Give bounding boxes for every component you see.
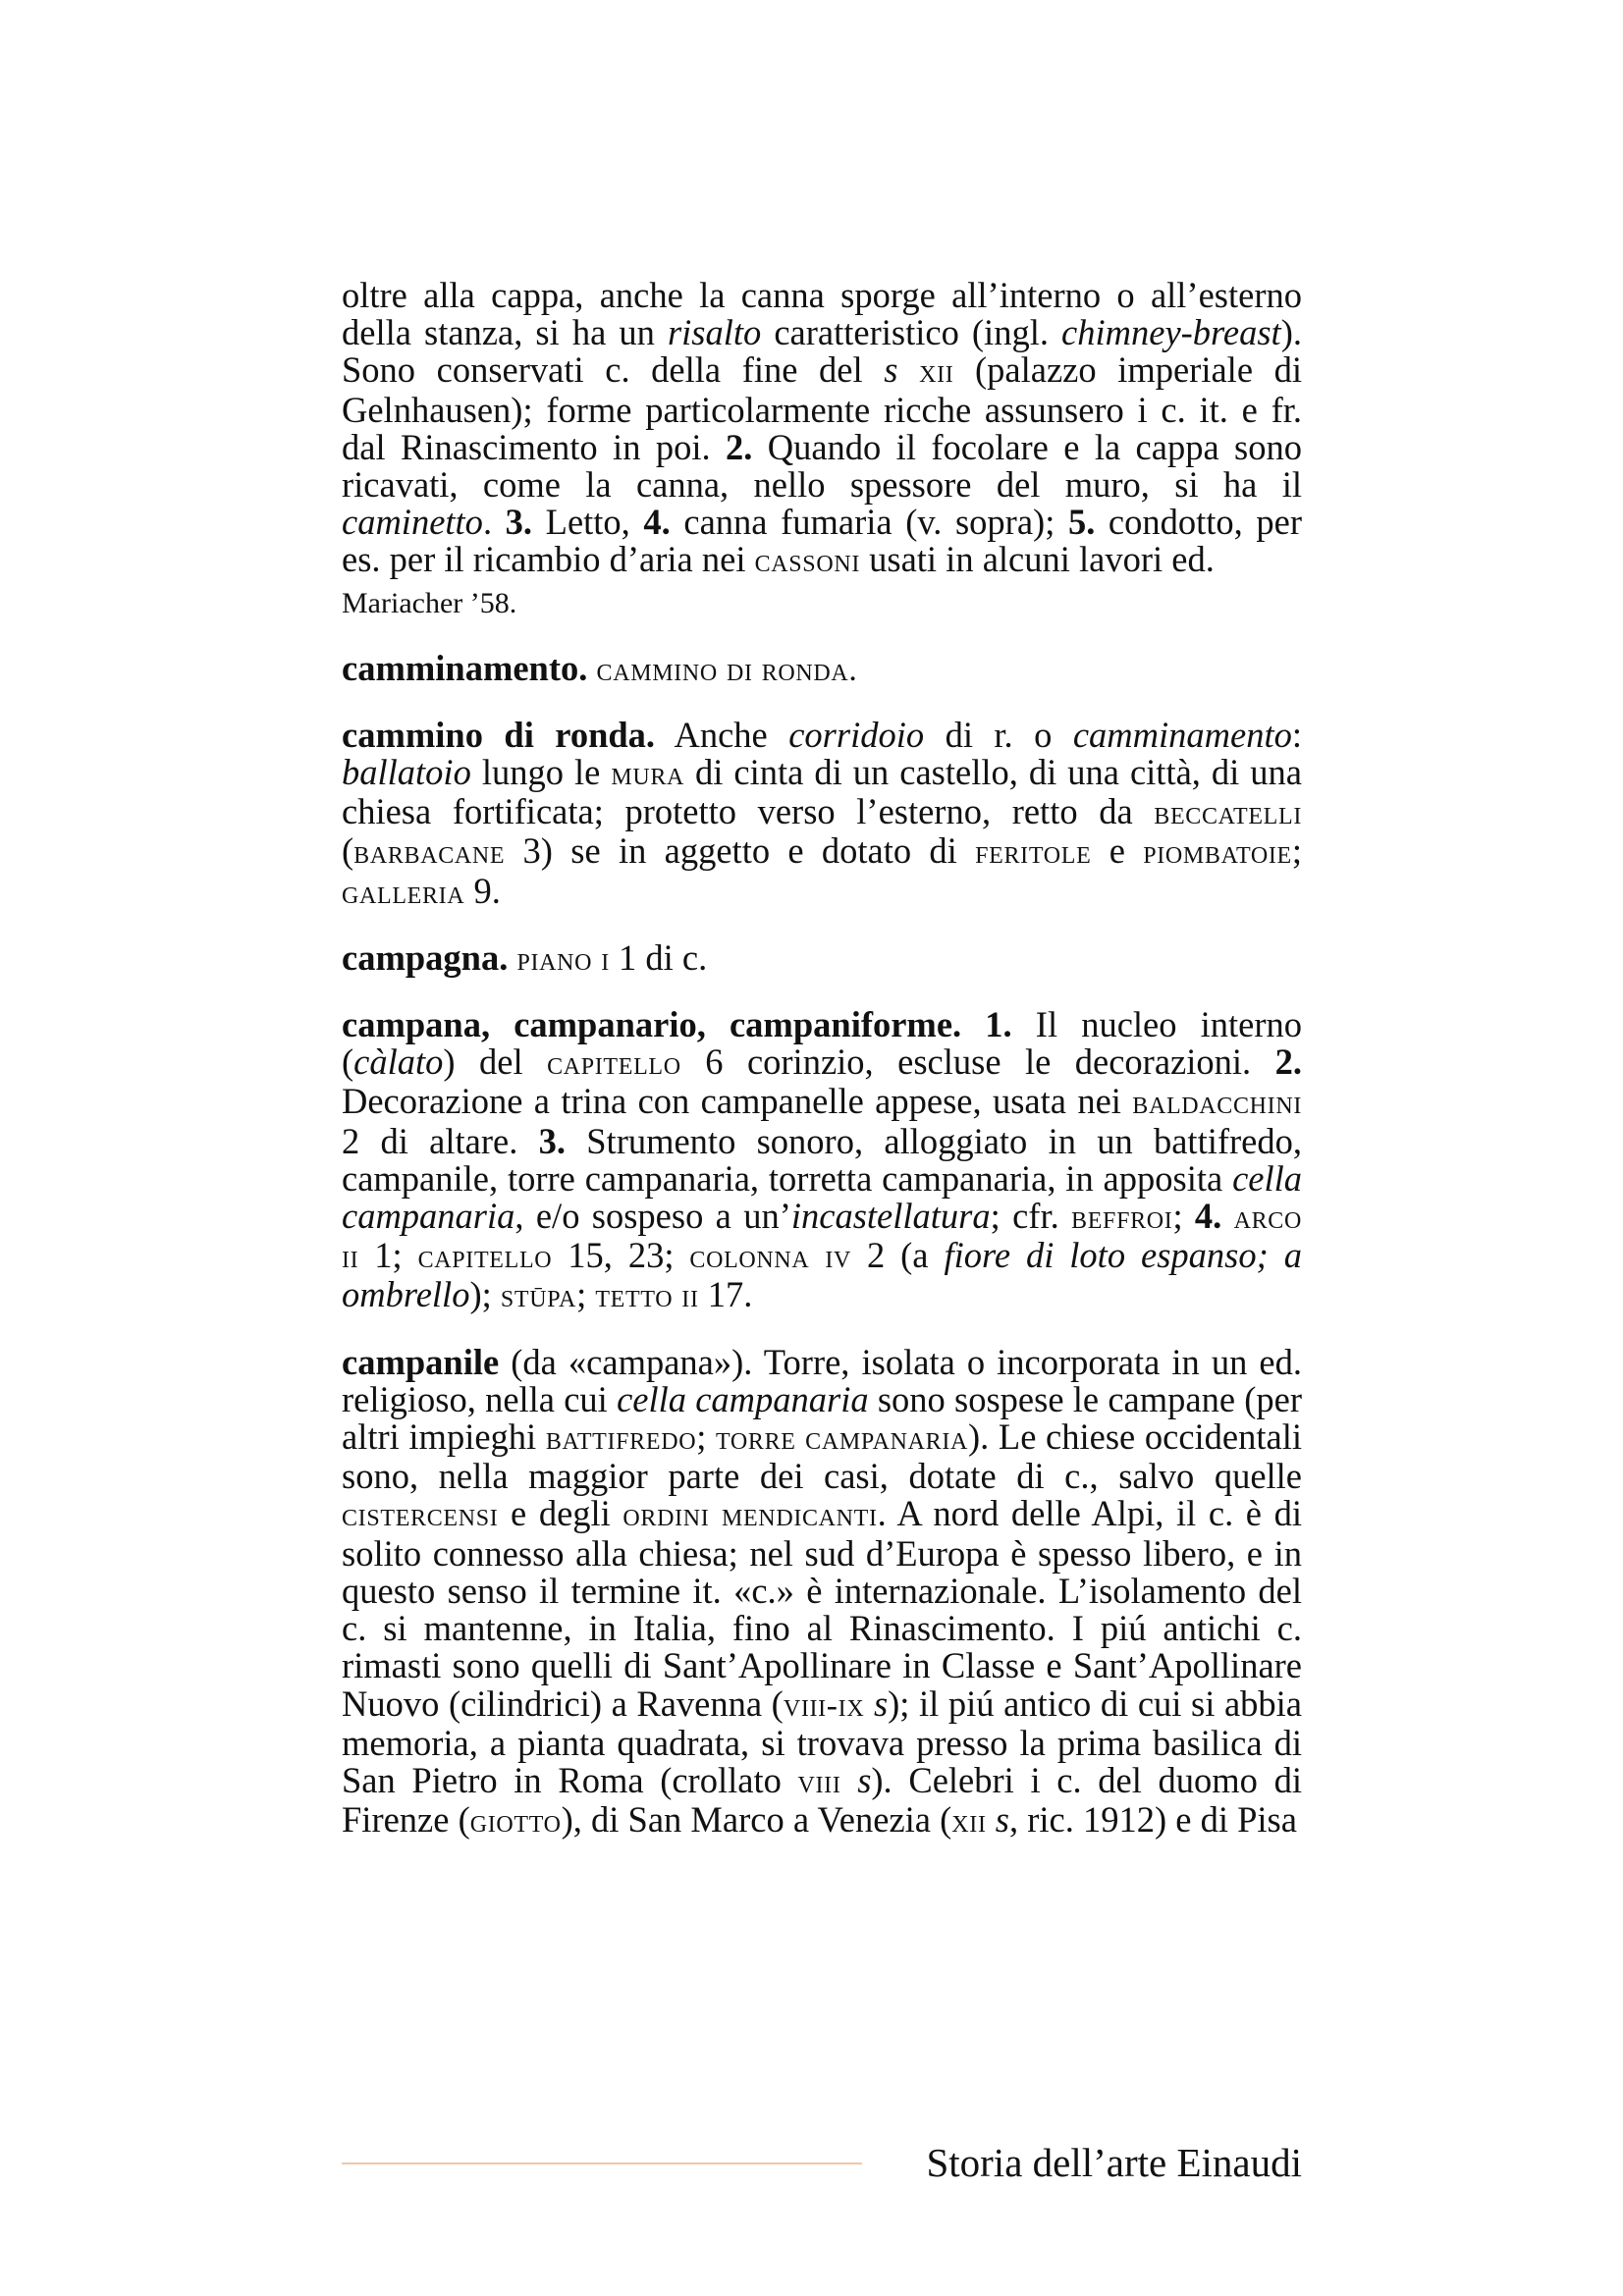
footer-title: Storia dell’arte Einaudi [926,2140,1302,2185]
entry-headword: campanile [342,1341,500,1382]
entry-campanile: campanile (da «campana»). Torre, isolata o incorporata in un ed. religioso, nella cui cella campanaria sono sospese le campane (per altri impieghi battifredo; torre campanaria). Le chiese occidentali sono, nella maggior parte dei casi, dotate di c., salvo quelle cistercensi e degli ordini mendicanti. A nord delle Alpi, il c. è di solito connesso alla chiesa; nel sud d’Europa è spesso libero, e in questo senso il termine it. «c.» è internazionale. L’isolamento del c. si mantenne, in Italia, fino al Rinascimento. I piú antichi c. rimasti sono quelli di Sant’Apollinare in Classe e Sant’Apollinare Nuovo (cilindrici) a Ravenna (viii-ix s); il piú antico di cui si abbia memoria, a pianta quadrata, si trovava presso la prima basilica di San Pietro in Roma (crollato viii s). Celebri i c. del duomo di Firenze (giotto), di San Marco a Venezia (xii s, ric. 1912) e di Pisa [342,1341,1303,1841]
cross-reference: cammino di ronda. [596,651,858,688]
bibliographic-source: Mariacher ’58. [342,586,517,619]
entry-campagna: campagna. piano i 1 di c. [342,936,708,978]
entry-headword: campagna. [342,936,509,978]
entry-headword: campana, campanario, campaniforme. [342,1004,962,1045]
entry-headword: camminamento. [342,647,588,688]
entry-campana: campana, campanario, campaniforme. 1. Il nucleo interno (càlato) del capitello 6 corinzio, escluse le decorazioni. 2. Decorazione a trina con campanelle appese, usata nei baldacchini 2 di altare. 3. Strumento sonoro, alloggiato in un battifredo, campanile, torre campanaria, torretta campanaria, in apposita cella campanaria, e/o sospeso a un’incastellatura; cfr. beffroi; 4. arco ii 1; capitello 15, 23; colonna iv 2 (a fiore di loto espanso; a ombrello); stūpa; tetto ii 17. [342,1004,1302,1315]
entry-camminamento [342,647,1302,689]
page-footer [342,2138,1302,2187]
page-body [342,277,1302,1841]
entry-headword: cammino di ronda. [342,714,656,755]
footer-divider [342,2163,862,2164]
entry-continuation: oltre alla cappa, anche la canna sporge all’interno o all’esterno della stanza, si ha un risalto caratteristico (ingl. chimney-breast). Sono conservati c. della fine del s xii (palazzo imperiale di Gelnhausen); forme particolarmente ricche assunsero i c. it. e fr. dal Rinascimento in poi. 2. Quando il focolare e la cappa sono ricavati, come la canna, nello spessore del muro, si ha il caminetto. 3. Letto, 4. canna fumaria (v. sopra); 5. condotto, per es. per il ricambio d’aria nei cassoni usati in alcuni lavori ed. [342,275,1303,580]
entry-cammino-di-ronda: cammino di ronda. Anche corridoio di r. o camminamento: ballatoio lungo le mura di cinta di un castello, di una città, di una chiesa fortificata; protetto verso l’esterno, retto da beccatelli (barbacane 3) se in aggetto e dotato di feritole e piombatoie; galleria 9. [342,714,1303,911]
